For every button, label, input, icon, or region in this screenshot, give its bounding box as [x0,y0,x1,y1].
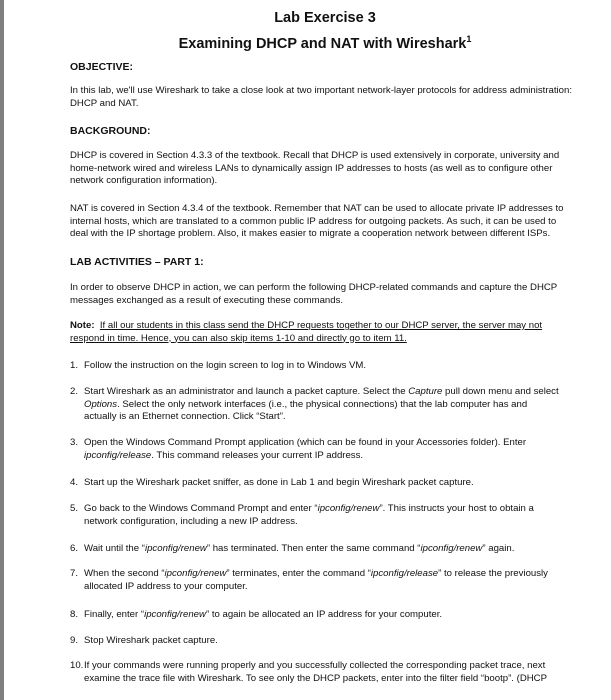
background-paragraph-dhcp: DHCP is covered in Section 4.3.3 of the textbook. Recall that DHCP is used extensively in corporate, university and home-network wired and wireless LANs to dynamically assign IP addresses to hosts (as well as to configure other network configuration information). [70,150,560,186]
step-text [84,635,559,648]
text-run: Finally, enter “ [84,609,145,620]
step-number: 9. [70,635,79,646]
italic-run: ipconfig/renew [420,543,483,554]
text-run: pull down menu and select [442,386,559,397]
background-paragraph-nat: NAT is covered in Section 4.3.4 of the textbook. Remember that NAT can be used to allocate private IP addresses to internal hosts, which are translated to a common public IP address for outgoing packets. As such, it can be used to deal with the IP shortage problem. Also, it makes easier to migrate a cooperation network between different ISPs. [70,203,564,239]
footnote-marker: 1 [466,34,472,44]
objective-heading: OBJECTIVE: [70,61,134,73]
note-label: Note: [70,320,95,331]
step-text [84,660,559,685]
text-run: ” again. [482,543,515,554]
page-edge [0,0,4,700]
italic-run: ipconfig/release [84,449,152,461]
step-number: 10. [70,660,84,671]
step-number: 7. [70,568,79,579]
text-run: Start up the Wireshark packet sniffer, as done in Lab 1 and begin Wireshark packet capture. [84,477,474,488]
step-number: 3. [70,437,79,448]
text-run: . This command releases your current IP address. [151,449,364,461]
step-text [84,503,559,528]
italic-run: Capture [408,386,443,397]
text-run: ”. This instructs your host to obtain a network configuration, including a new IP address. [84,503,534,527]
activities-note [70,320,575,345]
step-number: 6. [70,543,79,554]
step-text [84,477,559,490]
italic-run: ipconfig/release [370,568,439,579]
step-number: 8. [70,609,79,620]
text-run: Open the Windows Command Prompt application (which can be found in your Accessories folder). Enter [84,437,527,448]
step-text [84,386,559,424]
step-text [84,568,559,593]
italic-run: ipconfig/renew [164,568,227,579]
step-number: 5. [70,503,79,514]
italic-run: Options [84,398,118,410]
objective-text: In this lab, we'll use Wireshark to take a close look at two important network-layer protocols for address administration: DHCP and NAT. [70,85,572,109]
background-heading: BACKGROUND: [70,125,151,137]
text-run: Start Wireshark as an administrator and launch a packet capture. Select the [84,386,409,397]
text-run: If your commands were running properly and you successfully collected the corresponding packet trace, next examine the trace file with Wireshark. To see only the DHCP packets, enter into the filter field “bootp”. (DHCP [84,660,548,684]
step-text [84,437,559,462]
step-number: 2. [70,386,79,397]
italic-run: ipconfig/renew [317,503,380,514]
italic-run: ipconfig/renew [144,543,207,554]
text-run: ” to release the previously allocated IP address to your computer. [84,568,548,592]
text-run: Go back to the Windows Command Prompt and enter “ [84,503,318,514]
page-subtitle [70,34,580,52]
step-text [84,360,559,373]
step-number: 1. [70,360,79,371]
step-text [84,543,559,556]
text-run: Wait until the “ [84,543,145,554]
text-run: ” to again be allocated an IP address for your computer. [205,609,443,620]
step-number: 4. [70,477,79,488]
text-run: Follow the instruction on the login screen to log in to Windows VM. [84,360,367,371]
text-run: ” has terminated. Then enter the same command “ [206,543,421,554]
text-run: When the second “ [84,568,165,579]
activities-intro: In order to observe DHCP in action, we can perform the following DHCP-related commands and capture the DHCP messages exchanged as a result of executing these commands. [70,282,558,306]
subtitle-text: Examining DHCP and NAT with Wireshark [178,35,467,52]
italic-run: ipconfig/renew [144,609,206,620]
text-run: . Select the only network interfaces (i.e., the physical connections) that the lab computer has and actually is an Ethernet connection. Click “Start”. [84,398,528,422]
text-run: ” terminates, enter the command “ [226,568,371,579]
page-title: Lab Exercise 3 [274,10,376,26]
text-run: Stop Wireshark packet capture. [84,635,218,646]
step-text [84,609,559,622]
note-text: If all our students in this class send the DHCP requests together to our DHCP server, the server may not respond in time. Hence, you can also skip items 1-10 and directly go to item 11. [70,320,543,344]
activities-heading: LAB ACTIVITIES – PART 1: [70,256,204,268]
